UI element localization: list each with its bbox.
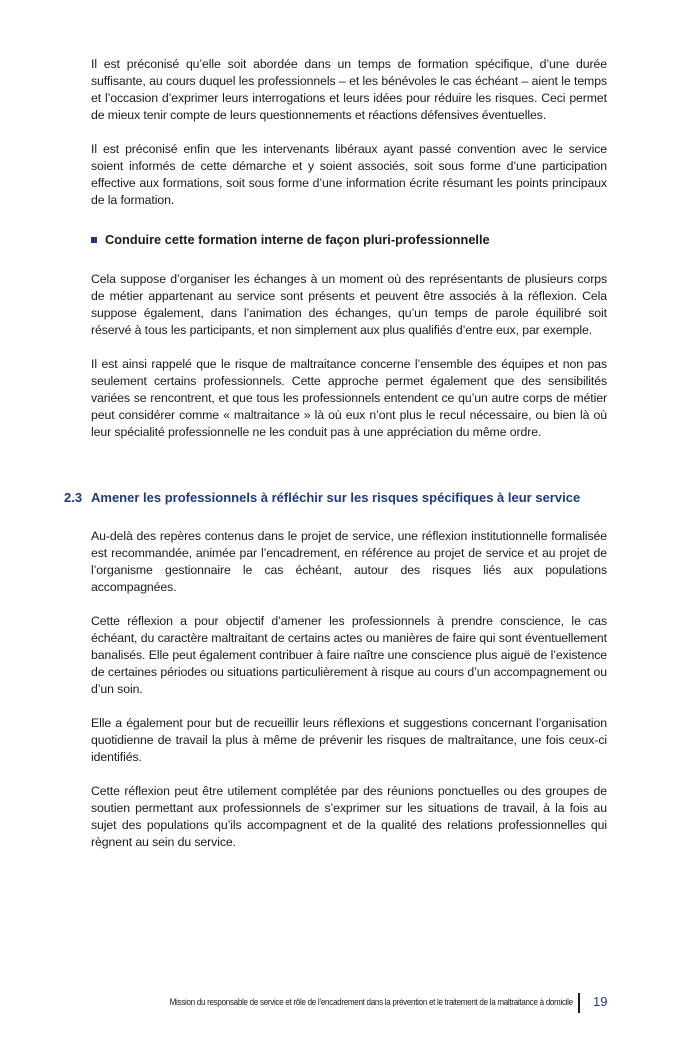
paragraph: Cela suppose d’organiser les échanges à un moment où des représentants de plusieurs corps de métier appartenant au service sont présents et peuvent être associés à la réflexion. Cela suppose également, dans l’animation des échanges, qu’un temps de parole équilibré soit réservé à tous les participants, et non simplement aux plus qualifiés d’entre eux, par exemple. (91, 272, 607, 337)
paragraph: Au-delà des repères contenus dans le projet de service, une réflexion institutionnelle formalisée est recommandée, animée par l’encadrement, en référence au projet de service et au projet de l’organisme gestionnaire le cas échéant, autour des risques liés aux populations accompagnées. (91, 529, 607, 594)
bullet-heading-text: Conduire cette formation interne de façon pluri-professionnelle (105, 232, 490, 247)
paragraph: Elle a également pour but de recueillir leurs réflexions et suggestions concernant l’organisation quotidienne de travail la plus à même de prévenir les risques de maltraitance, une fois ceux-ci identifiés. (91, 716, 607, 764)
page-content (64, 56, 607, 868)
page-number: 19 (593, 994, 608, 1009)
footer-divider (578, 993, 580, 1013)
bullet-heading (91, 231, 607, 248)
paragraph: Cette réflexion a pour objectif d’amener les professionnels à prendre conscience, le cas échéant, du caractère maltraitant de certains actes ou manières de faire qui sont éventuellement banalisés. Elle peut également contribuer à faire naître une conscience plus aiguë de l’existence de certaines périodes ou situations particulièrement à risque au cours d’un accompagnement ou d’un soin. (91, 614, 607, 696)
footer-text: Mission du responsable de service et rôle de l’encadrement dans la prévention et le traitement de la maltraitance à domicile (169, 996, 573, 1007)
paragraph: Cette réflexion peut être utilement complétée par des réunions ponctuelles ou des groupes de soutien permettant aux professionnels de s’exprimer sur les situations de travail, à la fois au sujet des populations qu’ils accompagnent et de la qualité des relations professionnelles qui règnent au sein du service. (91, 784, 607, 849)
paragraph: Il est ainsi rappelé que le risque de maltraitance concerne l’ensemble des équipes et non pas seulement certains professionnels. Cette approche permet également que des sensibilités variées se rencontrent, et que tous les professionnels entendent ce qu’un autre corps de métier peut considérer comme « maltraitance » là où eux n’ont plus le recul nécessaire, ou bien là où leur spécialité professionnelle ne les conduit pas à une appréciation du même ordre. (91, 357, 607, 439)
paragraph: Il est préconisé qu’elle soit abordée dans un temps de formation spécifique, d’une durée suffisante, au cours duquel les professionnels – et les bénévoles le cas échéant – aient le temps et l’occasion d’exprimer leurs interrogations et leurs idées pour réduire les risques. Ceci permet de mieux tenir compte de leurs questionnements et réactions défensives éventuelles. (91, 57, 607, 122)
section-heading (64, 489, 607, 506)
section-title: Amener les professionnels à réfléchir sur les risques spécifiques à leur service (91, 490, 581, 505)
section-number: 2.3 (64, 490, 83, 505)
square-bullet-icon (91, 237, 97, 243)
page-footer (0, 993, 693, 1015)
paragraph: Il est préconisé enfin que les intervenants libéraux ayant passé convention avec le service soient informés de cette démarche et y soient associés, soit sous forme d’une participation effective aux formations, soit sous forme d’une information écrite résumant les points principaux de la formation. (91, 142, 607, 207)
